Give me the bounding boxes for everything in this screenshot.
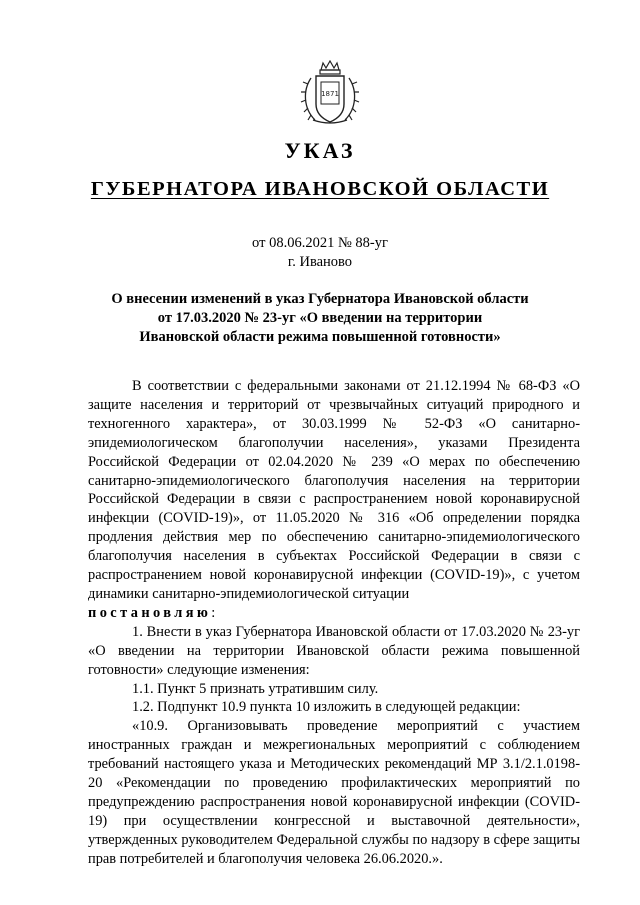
heading-line: Ивановской области режима повышенной готовности»	[139, 329, 501, 345]
item-1-1-paragraph: 1.1. Пункт 5 признать утратившим силу.	[132, 680, 379, 697]
heading-line: О внесении изменений в указ Губернатора Ивановской области	[111, 291, 529, 307]
item-10-9-paragraph: «10.9. Организовывать проведение мероприятий с участием иностранных граждан и межрегиональных мероприятий с соблюдением требований настоящего указа и Методических рекомендаций МР 3.1/2.1.0198-20 «Рекомендации по проведению профилактических мероприятий по предупреждению распространения новой коронавирусной инфекции (COVID-19) при осуществлении конгрессной и выставочной деятельности», утвержденных руководителем Федеральной службы по надзору в сфере защиты прав потребителей и благополучия человека 26.06.2020.».	[88, 718, 580, 867]
document-body	[88, 377, 580, 869]
coat-of-arms-icon	[299, 60, 361, 128]
document-date: от 08.06.2021 № 88-уг	[252, 235, 388, 251]
document-issuer: ГУБЕРНАТОРА ИВАНОВСКОЙ ОБЛАСТИ	[90, 178, 550, 200]
item-1-2-paragraph: 1.2. Подпункт 10.9 пункта 10 изложить в следующей редакции:	[132, 699, 521, 716]
resolve-word: постановляю	[88, 604, 212, 621]
resolve-colon: :	[211, 604, 216, 621]
resolve-line	[88, 604, 580, 623]
document-title: УКАЗ	[284, 138, 356, 163]
emblem-year: 1871	[321, 90, 339, 98]
preamble-paragraph: В соответствии с федеральными законами от 21.12.1994 № 68-ФЗ «О защите населения и территорий от чрезвычайных ситуаций природного и техногенного характера», от 30.03.1999 № 52-ФЗ «О санитарно-эпидемиологическом благополучии населения», указами Президента Российской Федерации от 02.04.2020 № 239 «О мерах по обеспечению санитарно-эпидемиологического благополучия населения на территории Российской Федерации в связи с распространением новой коронавирусной инфекции (COVID-19)», от 11.05.2020 № 316 «Об определении порядка продления действия мер по обеспечению санитарно-эпидемиологического благополучия населения в субъектах Российской Федерации в связи с распространением новой коронавирусной инфекции (COVID-19)», с учетом динамики санитарно-эпидемиологической ситуации	[88, 378, 580, 602]
item-1-paragraph: 1. Внести в указ Губернатора Ивановской области от 17.03.2020 № 23-уг «О введении на территории Ивановской области режима повышенной готовности» следующие изменения:	[88, 623, 580, 678]
heading-line: от 17.03.2020 № 23-уг «О введении на территории	[157, 310, 483, 326]
document-heading	[90, 290, 550, 347]
document-city: г. Иваново	[287, 254, 353, 270]
